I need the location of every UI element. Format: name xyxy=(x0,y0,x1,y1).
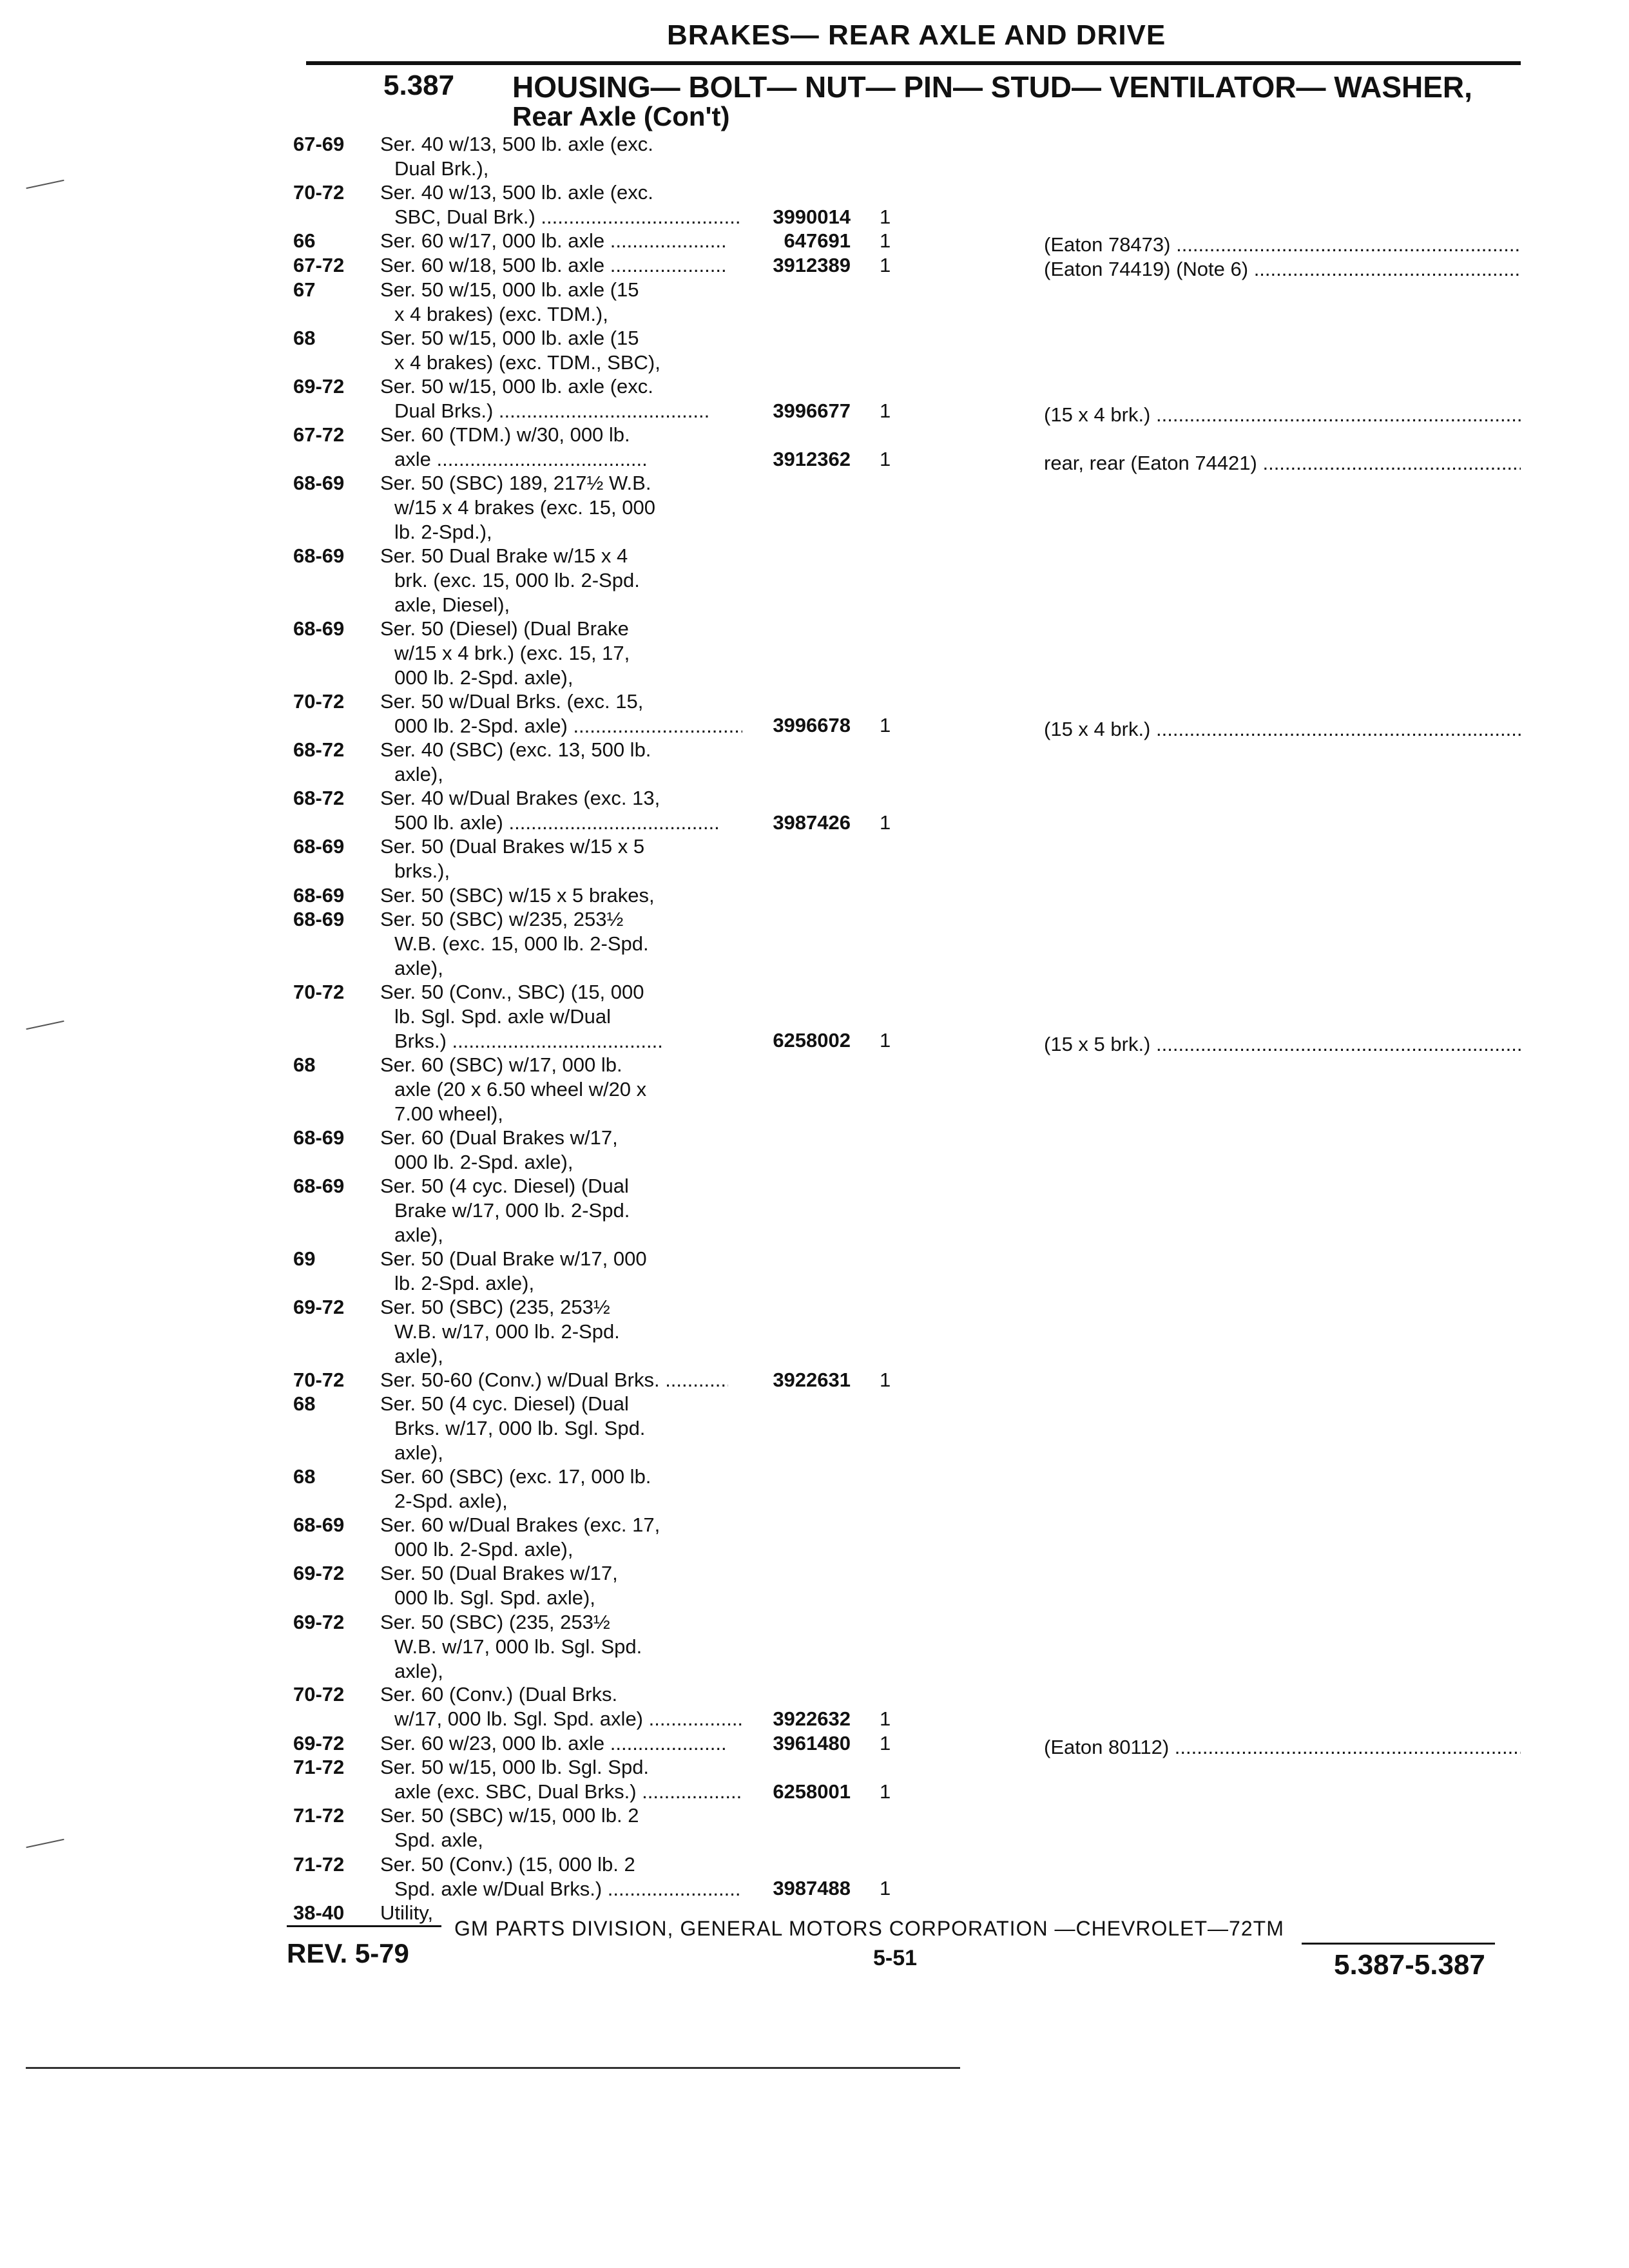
model-years: 68-72 xyxy=(293,787,345,810)
description-line: brks.), xyxy=(394,860,450,883)
part-description xyxy=(380,471,741,544)
part-number: 3912389 xyxy=(773,254,851,276)
description-line: Ser. 60 w/23, 000 lb. axle ..... xyxy=(380,1731,728,1756)
description-line: lb. Sgl. Spd. axle w/Dual xyxy=(394,1005,612,1028)
description-line: axle), xyxy=(394,957,443,980)
part-note: rear, rear (Eaton 74421) ..... xyxy=(1044,451,1521,476)
part-number: 3922631 xyxy=(773,1368,851,1391)
model-years: 68-69 xyxy=(293,1514,345,1537)
section-number: 5.387 xyxy=(383,70,455,101)
quantity: 1 xyxy=(880,1877,891,1900)
description-line: 500 lb. axle) ..... xyxy=(380,811,742,835)
description-line: 000 lb. 2-Spd. axle), xyxy=(394,1150,574,1173)
description-line: axle), xyxy=(394,1659,443,1682)
model-years: 69-72 xyxy=(293,1610,345,1633)
description-line: 2-Spd. axle), xyxy=(394,1490,508,1512)
description-line: Dual Brk.), xyxy=(394,157,489,180)
description-line: brk. (exc. 15, 000 lb. 2-Spd. xyxy=(394,569,640,592)
description-line: Ser. 50 w/15, 000 lb. Sgl. Spd. xyxy=(380,1756,650,1779)
part-description xyxy=(380,1368,741,1392)
description-line: Ser. 50 (Dual Brake w/17, 000 xyxy=(380,1247,647,1270)
part-description xyxy=(380,1610,741,1684)
section-title xyxy=(512,72,1472,131)
model-years: 68-69 xyxy=(293,617,345,640)
description-line: 000 lb. 2-Spd. axle), xyxy=(394,666,574,689)
description-line: Brake w/17, 000 lb. 2-Spd. xyxy=(394,1198,630,1222)
description-line: axle ..... xyxy=(380,447,742,472)
part-description xyxy=(380,1561,741,1610)
part-description xyxy=(380,883,741,908)
description-line: Ser. 50 (SBC) (235, 253½ xyxy=(380,1610,610,1633)
model-years: 69-72 xyxy=(293,375,345,398)
section-title-line1: HOUSING— BOLT— NUT— PIN— STUD— VENTILATOR— WASHER, xyxy=(512,70,1472,104)
description-line: w/15 x 4 brk.) (exc. 15, 17, xyxy=(394,642,630,664)
description-line: 000 lb. 2-Spd. axle), xyxy=(394,1538,574,1561)
description-line: 7.00 wheel), xyxy=(394,1102,503,1125)
description-line: Spd. axle w/Dual Brks.) ..... xyxy=(380,1877,742,1901)
part-description xyxy=(380,253,741,278)
description-line: Dual Brks.) ..... xyxy=(380,399,742,423)
description-line: Ser. 50 (SBC) w/235, 253½ xyxy=(380,908,624,931)
description-line: Ser. 50 w/Dual Brks. (exc. 15, xyxy=(380,689,644,713)
quantity: 1 xyxy=(880,254,891,276)
part-number: 6258001 xyxy=(773,1780,851,1803)
description-line: Ser. 50 w/15, 000 lb. axle (15 xyxy=(380,326,639,349)
description-line: axle, Diesel), xyxy=(394,593,510,617)
quantity: 1 xyxy=(880,205,891,228)
part-description xyxy=(380,1465,741,1514)
header-title: BRAKES— REAR AXLE AND DRIVE xyxy=(667,19,1166,51)
description-line: Ser. 50 (4 cyc. Diesel) (Dual xyxy=(380,1174,629,1197)
description-line: lb. 2-Spd.), xyxy=(394,521,492,544)
part-number: 3987426 xyxy=(773,811,851,834)
model-years: 68-69 xyxy=(293,883,345,907)
part-description xyxy=(380,132,741,181)
description-line: W.B. w/17, 000 lb. 2-Spd. xyxy=(394,1320,620,1343)
model-years: 67-72 xyxy=(293,423,345,447)
description-line: Brks.) ..... xyxy=(380,1029,742,1053)
description-line: Ser. 50 (Diesel) (Dual Brake xyxy=(380,617,629,640)
model-years: 68-69 xyxy=(293,1126,345,1149)
description-line: 000 lb. Sgl. Spd. axle), xyxy=(394,1586,595,1610)
description-line: Ser. 40 w/13, 500 lb. axle (exc. xyxy=(380,133,653,155)
description-line: Spd. axle, xyxy=(394,1829,483,1852)
description-line: Ser. 60 (SBC) (exc. 17, 000 lb. xyxy=(380,1465,651,1488)
part-number: 3912362 xyxy=(773,447,851,470)
description-line: Ser. 60 (SBC) w/17, 000 lb. xyxy=(380,1053,622,1076)
part-description xyxy=(380,1755,741,1804)
part-description xyxy=(380,834,741,883)
model-years: 71-72 xyxy=(293,1804,345,1827)
quantity: 1 xyxy=(880,1368,891,1391)
model-years: 67-69 xyxy=(293,133,345,155)
footer-rule-right xyxy=(1302,1943,1495,1945)
description-line: Ser. 60 (Conv.) (Dual Brks. xyxy=(380,1683,618,1706)
model-years: 70-72 xyxy=(293,981,345,1003)
model-years: 68 xyxy=(293,1465,316,1488)
quantity: 1 xyxy=(880,1780,891,1803)
model-years: 38-40 xyxy=(293,1901,345,1924)
part-note: (Eaton 74419) (Note 6) ..... xyxy=(1044,257,1521,282)
part-description xyxy=(380,229,741,253)
model-years: 68-69 xyxy=(293,1174,345,1197)
part-description xyxy=(380,1682,741,1731)
model-years: 68-72 xyxy=(293,738,345,761)
description-line: axle), xyxy=(394,1441,443,1465)
section-range: 5.387-5.387 xyxy=(1334,1949,1485,1981)
description-line: SBC, Dual Brk.) ..... xyxy=(380,205,742,229)
part-description xyxy=(380,1392,741,1465)
model-years: 68 xyxy=(293,1392,316,1416)
description-line: Ser. 60 w/18, 500 lb. axle ..... xyxy=(380,253,728,278)
description-line: Brks. w/17, 000 lb. Sgl. Spd. xyxy=(394,1417,646,1440)
model-years: 67-72 xyxy=(293,254,345,276)
model-years: 70-72 xyxy=(293,1683,345,1706)
quantity: 1 xyxy=(880,714,891,737)
description-line: W.B. (exc. 15, 000 lb. 2-Spd. xyxy=(394,932,649,956)
description-line: Ser. 50 (SBC) 189, 217½ W.B. xyxy=(380,472,651,495)
model-years: 68 xyxy=(293,1053,316,1076)
part-number: 3996678 xyxy=(773,714,851,737)
part-description xyxy=(380,278,741,327)
part-note: (Eaton 80112) ..... xyxy=(1044,1735,1521,1760)
part-description xyxy=(380,1247,741,1296)
description-line: axle (20 x 6.50 wheel w/20 x xyxy=(394,1077,647,1100)
description-line: Ser. 50 (Conv.) (15, 000 lb. 2 xyxy=(380,1852,635,1876)
description-line: axle), xyxy=(394,1344,443,1367)
part-description xyxy=(380,1803,741,1852)
model-years: 69 xyxy=(293,1247,316,1270)
part-description xyxy=(380,374,741,423)
margin-mark xyxy=(26,1839,64,1848)
part-note: (Eaton 78473) ..... xyxy=(1044,233,1521,257)
description-line: Ser. 50 (Dual Brakes w/17, xyxy=(380,1562,618,1585)
description-line: Ser. 60 w/17, 000 lb. axle ..... xyxy=(380,229,728,253)
margin-mark xyxy=(26,1021,64,1030)
description-line: Ser. 50-60 (Conv.) w/Dual Brks. ..... xyxy=(380,1368,728,1392)
section-title-line2: Rear Axle (Con't) xyxy=(512,101,730,131)
description-line: Ser. 50 w/15, 000 lb. axle (15 xyxy=(380,278,639,301)
bottom-rule xyxy=(26,2067,960,2069)
description-line: x 4 brakes) (exc. TDM.), xyxy=(394,302,608,325)
model-years: 69-72 xyxy=(293,1562,345,1585)
description-line: Ser. 50 (SBC) w/15, 000 lb. 2 xyxy=(380,1804,639,1827)
quantity: 1 xyxy=(880,399,891,422)
description-line: Ser. 50 (4 cyc. Diesel) (Dual xyxy=(380,1392,629,1416)
part-description xyxy=(380,1126,741,1175)
quantity: 1 xyxy=(880,1731,891,1754)
quantity: 1 xyxy=(880,1707,891,1730)
part-number: 3996677 xyxy=(773,399,851,422)
page-number: 5-51 xyxy=(873,1946,918,1970)
part-description xyxy=(380,423,741,472)
part-description xyxy=(380,1053,741,1126)
part-description xyxy=(380,1852,741,1901)
model-years: 67 xyxy=(293,278,316,301)
model-years: 68 xyxy=(293,326,316,349)
model-years: 70-72 xyxy=(293,1368,345,1391)
part-description xyxy=(380,180,741,229)
model-years: 68-69 xyxy=(293,908,345,931)
model-years: 68-69 xyxy=(293,472,345,495)
description-line: axle), xyxy=(394,763,443,785)
description-line: lb. 2-Spd. axle), xyxy=(394,1271,535,1294)
part-description xyxy=(380,326,741,375)
description-line: w/15 x 4 brakes (exc. 15, 000 xyxy=(394,496,655,519)
quantity: 1 xyxy=(880,1029,891,1052)
part-description xyxy=(380,1731,741,1756)
model-years: 71-72 xyxy=(293,1852,345,1876)
part-description xyxy=(380,617,741,690)
description-line: axle (exc. SBC, Dual Brks.) ..... xyxy=(380,1780,742,1804)
description-line: Ser. 60 w/Dual Brakes (exc. 17, xyxy=(380,1514,660,1537)
model-years: 70-72 xyxy=(293,689,345,713)
part-description xyxy=(380,980,741,1053)
part-description xyxy=(380,786,741,835)
part-note: (15 x 4 brk.) ..... xyxy=(1044,403,1521,427)
part-number: 6258002 xyxy=(773,1029,851,1052)
part-description xyxy=(380,1513,741,1562)
part-description xyxy=(380,544,741,617)
footer-rule-left xyxy=(287,1925,441,1927)
description-line: 000 lb. 2-Spd. axle) ..... xyxy=(380,714,742,738)
part-number: 647691 xyxy=(784,229,851,253)
part-note: (15 x 5 brk.) ..... xyxy=(1044,1032,1521,1057)
model-years: 69-72 xyxy=(293,1731,345,1754)
model-years: 69-72 xyxy=(293,1295,345,1318)
part-note: (15 x 4 brk.) ..... xyxy=(1044,717,1521,742)
description-line: Ser. 40 w/Dual Brakes (exc. 13, xyxy=(380,787,660,810)
description-line: Ser. 40 w/13, 500 lb. axle (exc. xyxy=(380,181,653,204)
description-line: Ser. 50 w/15, 000 lb. axle (exc. xyxy=(380,375,653,398)
model-years: 66 xyxy=(293,229,316,253)
quantity: 1 xyxy=(880,229,891,253)
margin-mark xyxy=(26,180,64,189)
description-line: Ser. 50 (SBC) w/15 x 5 brakes, xyxy=(380,883,655,907)
part-description xyxy=(380,907,741,981)
part-number: 3990014 xyxy=(773,205,851,228)
model-years: 71-72 xyxy=(293,1756,345,1779)
header-rule xyxy=(306,61,1521,65)
revision-label: REV. 5-79 xyxy=(287,1938,409,1968)
model-years: 68-69 xyxy=(293,835,345,858)
description-line: Utility, xyxy=(380,1901,434,1924)
description-line: Ser. 60 (Dual Brakes w/17, xyxy=(380,1126,618,1149)
model-years: 70-72 xyxy=(293,181,345,204)
description-line: axle), xyxy=(394,1223,443,1246)
description-line: Ser. 50 (Conv., SBC) (15, 000 xyxy=(380,981,644,1003)
description-line: Ser. 60 (TDM.) w/30, 000 lb. xyxy=(380,423,630,447)
part-description xyxy=(380,1295,741,1369)
part-description xyxy=(380,689,741,738)
description-line: Ser. 50 (SBC) (235, 253½ xyxy=(380,1295,610,1318)
part-description xyxy=(380,738,741,787)
description-line: x 4 brakes) (exc. TDM., SBC), xyxy=(394,351,660,374)
part-description xyxy=(380,1174,741,1247)
description-line: Ser. 50 (Dual Brakes w/15 x 5 xyxy=(380,835,645,858)
part-number: 3987488 xyxy=(773,1877,851,1900)
description-line: w/17, 000 lb. Sgl. Spd. axle) ..... xyxy=(380,1707,742,1731)
footer-text: GM PARTS DIVISION, GENERAL MOTORS CORPORATION —CHEVROLET—72TM xyxy=(454,1917,1284,1940)
quantity: 1 xyxy=(880,447,891,470)
description-line: W.B. w/17, 000 lb. Sgl. Spd. xyxy=(394,1635,642,1658)
description-line: Ser. 50 Dual Brake w/15 x 4 xyxy=(380,544,628,568)
part-number: 3922632 xyxy=(773,1707,851,1730)
description-line: Ser. 40 (SBC) (exc. 13, 500 lb. xyxy=(380,738,651,761)
part-number: 3961480 xyxy=(773,1731,851,1754)
model-years: 68-69 xyxy=(293,544,345,568)
quantity: 1 xyxy=(880,811,891,834)
